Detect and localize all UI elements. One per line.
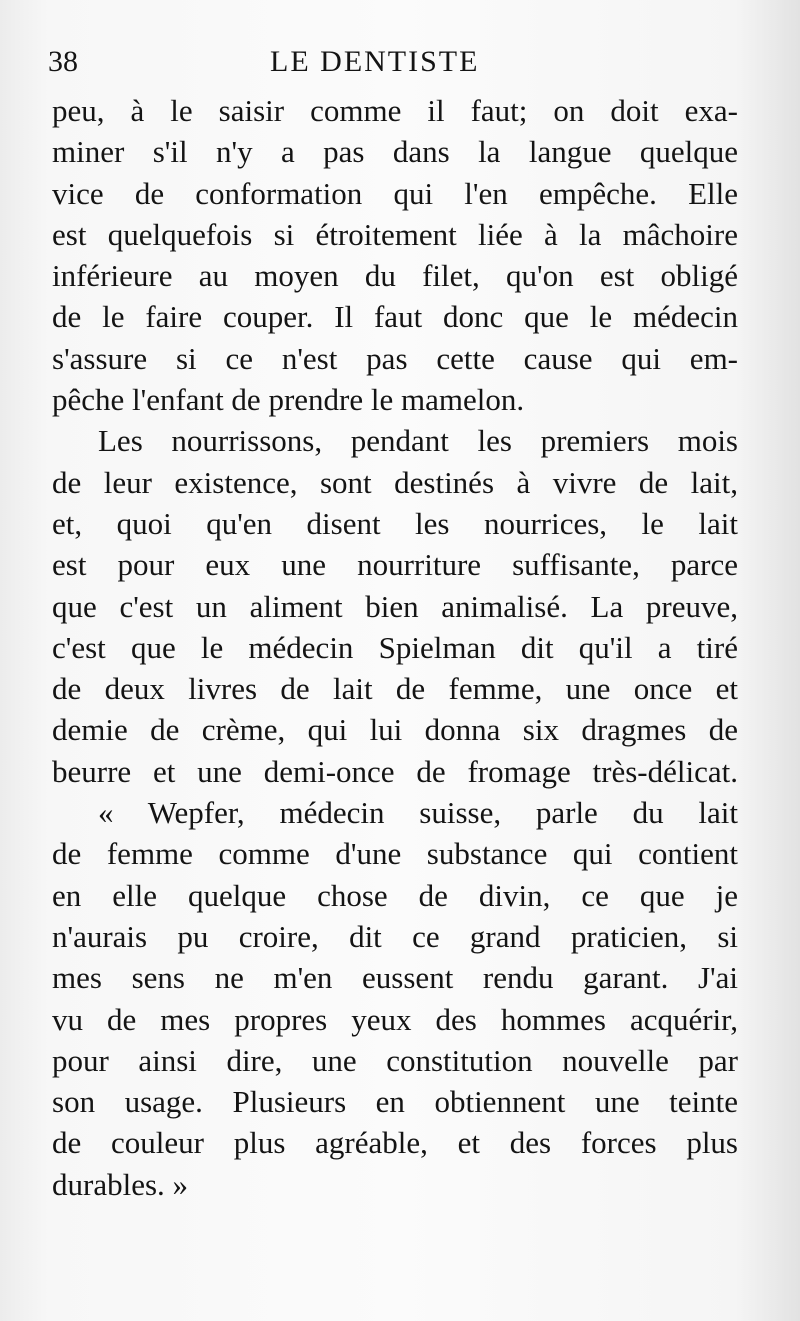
- text-line: est pour eux une nourriture suffisante, parce: [52, 547, 738, 583]
- text-line: est quelquefois si étroitement liée à la mâchoire: [52, 216, 738, 252]
- text-line: en elle quelque chose de divin, ce que je: [52, 877, 738, 913]
- text-line: n'aurais pu croire, dit ce grand praticien, si: [52, 918, 738, 954]
- text-line: Les nourrissons, pendant les premiers mois: [98, 423, 738, 459]
- text-line: que c'est un aliment bien animalisé. La preuve,: [52, 588, 738, 624]
- text-line: de leur existence, sont destinés à vivre de lait,: [52, 464, 738, 500]
- text-line: miner s'il n'y a pas dans la langue quelque: [52, 134, 738, 170]
- paragraph-2: [52, 420, 738, 792]
- text-line: et, quoi qu'en disent les nourrices, le lait: [52, 505, 738, 541]
- text-line: mes sens ne m'en eussent rendu garant. J'ai: [52, 960, 738, 996]
- text-line: peu, à le saisir comme il faut; on doit exa-: [52, 93, 738, 128]
- text-line: s'assure si ce n'est pas cette cause qui em-: [52, 340, 738, 376]
- page-header: [48, 40, 748, 84]
- body-text: [52, 90, 738, 1205]
- text-line: son usage. Plusieurs en obtiennent une teinte: [52, 1084, 738, 1120]
- text-line: de le faire couper. Il faut donc que le médecin: [52, 299, 738, 335]
- text-line: inférieure au moyen du filet, qu'on est obligé: [52, 258, 738, 294]
- text-line: c'est que le médecin Spielman dit qu'il a tiré: [52, 629, 738, 665]
- text-line: vu de mes propres yeux des hommes acquérir,: [52, 1001, 738, 1037]
- text-line: pêche l'enfant de prendre le mamelon.: [52, 382, 525, 418]
- text-line: de couleur plus agréable, et des forces plus: [52, 1125, 738, 1161]
- text-line: beurre et une demi-once de fromage très-délicat.: [52, 753, 738, 789]
- text-line: vice de conformation qui l'en empêche. Elle: [52, 175, 738, 211]
- page-number: 38: [48, 45, 78, 78]
- text-line: demie de crème, qui lui donna six dragmes de: [52, 712, 738, 748]
- text-line: pour ainsi dire, une constitution nouvelle par: [52, 1042, 738, 1078]
- paragraph-1: [52, 90, 738, 420]
- text-line: de deux livres de lait de femme, une once et: [52, 671, 738, 707]
- paragraph-3: [52, 792, 738, 1205]
- running-title: LE DENTISTE: [270, 45, 480, 78]
- text-line: « Wepfer, médecin suisse, parle du lait: [98, 795, 738, 831]
- text-line: durables. »: [52, 1166, 189, 1202]
- text-line: de femme comme d'une substance qui contient: [52, 836, 738, 872]
